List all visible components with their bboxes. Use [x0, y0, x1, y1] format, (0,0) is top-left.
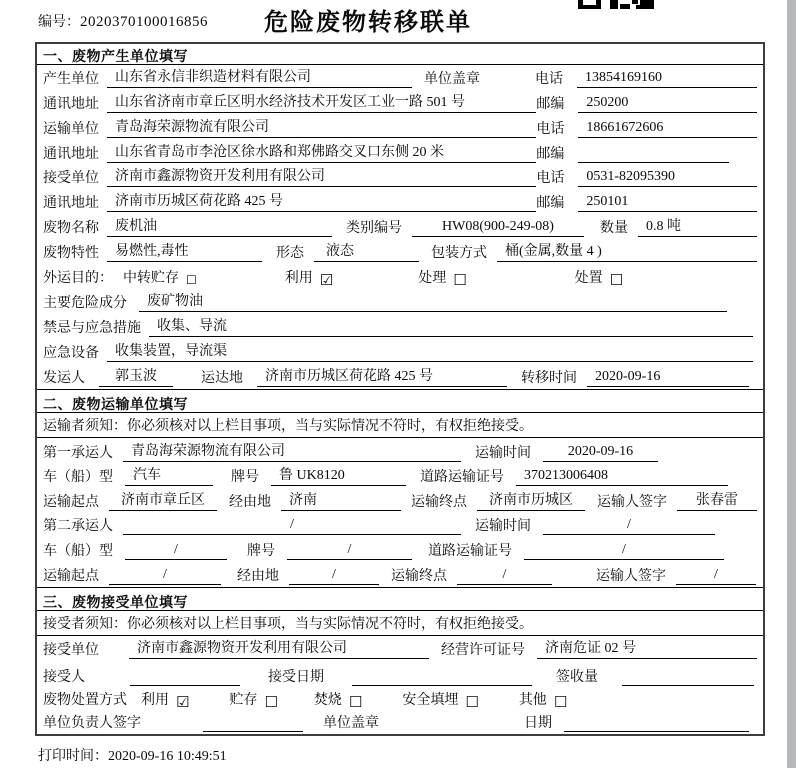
purpose-transit-checkbox: ☐ [186, 273, 197, 288]
date-label: 日期 [524, 716, 552, 732]
transport-time-label: 运输时间 [475, 445, 531, 461]
transporter-unit-label: 运输单位 [43, 121, 99, 137]
transporter-notice: 运输者须知：你必须核对以上栏目事项，当与实际情况不符时，有权拒绝接受。 [37, 413, 763, 438]
shipper-value: 郭玉波 [99, 365, 173, 387]
unit-seal-label: 单位盖章 [323, 716, 379, 732]
unit-seal-label: 单位盖章 [424, 71, 480, 87]
vehicle-type1-row [37, 464, 763, 489]
transfer-time-label: 转移时间 [521, 370, 577, 386]
permit-label: 经营许可证号 [441, 643, 525, 659]
receiver-address-value: 济南市历城区荷花路 425 号 [107, 190, 536, 212]
producer-unit-row [37, 65, 763, 90]
waste-name-label: 废物名称 [43, 221, 99, 237]
receiver-notice: 接受者须知：你必须核对以上栏目事项，当与实际情况不符时，有权拒绝接受。 [37, 611, 763, 636]
address-label: 通讯地址 [43, 146, 99, 162]
disposal-option-label: 其他 [518, 693, 547, 709]
disposal-method-row [37, 688, 763, 712]
via-label: 经由地 [229, 494, 271, 510]
purpose-option-label: 利用 [284, 271, 313, 287]
emergency-equipment-row [37, 339, 763, 364]
vehicle-type1-value: 汽车 [125, 464, 213, 486]
hazard-component-value: 废矿物油 [139, 290, 727, 312]
transporter-unit-row [37, 115, 763, 140]
category-code-label: 类别编号 [346, 221, 402, 237]
accept-person-row [37, 661, 763, 688]
carrier-sign-label: 运输人签字 [596, 568, 666, 584]
hazard-component-label: 主要危险成分 [43, 295, 127, 311]
producer-unit-label: 产生单位 [43, 71, 99, 87]
transporter-zip-value [578, 146, 729, 163]
section2-header: 二、废物运输单位填写 [37, 389, 763, 413]
phone-label: 电话 [536, 121, 565, 137]
category-code-value: HW08(900-249-08) [412, 219, 584, 237]
waste-name-row [37, 214, 763, 239]
destination-value: 济南市历城区荷花路 425 号 [257, 365, 507, 387]
via1-value: 济南 [281, 489, 401, 511]
waste-character-label: 废物特性 [43, 246, 99, 262]
accept-person-label: 接受人 [43, 669, 85, 685]
sign-quantity-value [622, 669, 754, 686]
disposal-option-label: 安全填埋 [402, 693, 459, 709]
accept-unit-label: 接受单位 [43, 643, 99, 659]
end2-value: / [457, 567, 552, 585]
shipper-row [37, 364, 763, 389]
taboo-measures-label: 禁忌与应急措施 [43, 320, 141, 336]
sign-quantity-label: 签收量 [556, 669, 598, 685]
origin-label: 运输起点 [43, 494, 99, 510]
receiver-unit-row [37, 165, 763, 190]
page-title: 危险废物转移联单 [264, 9, 472, 36]
receiver-address-row [37, 189, 763, 214]
address-label: 通讯地址 [43, 196, 99, 212]
head-signature-value [203, 715, 303, 732]
carrier-sign1-value: 张春雷 [677, 489, 757, 511]
hazard-component-row [37, 289, 763, 314]
disposal-option-label: 焚烧 [313, 693, 342, 709]
emergency-equipment-value: 收集装置，导流渠 [107, 340, 753, 362]
vehicle-type2-row [37, 537, 763, 562]
purpose-treat-checkbox: ☐ [453, 271, 467, 290]
disposal-burn-checkbox: ☐ [348, 693, 363, 712]
emergency-equipment-label: 应急设备 [43, 345, 99, 361]
second-carrier-row [37, 513, 763, 538]
zip-label: 邮编 [536, 96, 565, 112]
transport-time1-value: 2020-09-16 [543, 444, 658, 462]
transporter-unit-value: 青岛海荣源物流有限公司 [107, 116, 536, 138]
plate1-value: 鲁 UK8120 [271, 464, 406, 486]
vehicle-type-label: 车（船）型 [43, 543, 113, 559]
receiver-unit-value: 济南市鑫源物资开发利用有限公司 [107, 165, 536, 187]
producer-phone-value: 13854169160 [577, 70, 757, 88]
plate2-value: / [287, 542, 412, 560]
plate-label: 牌号 [231, 470, 259, 486]
via-label: 经由地 [237, 568, 279, 584]
form-state-label: 形态 [276, 246, 304, 262]
disposal-utilize-checkbox: ☑ [176, 693, 190, 712]
road-permit-label: 道路运输证号 [428, 543, 512, 559]
taboo-measures-value: 收集、导流 [149, 315, 753, 337]
transfer-purpose-label: 外运目的： [43, 271, 113, 287]
disposal-store-checkbox: ☐ [264, 693, 278, 712]
accept-unit-value: 济南市鑫源物资开发利用有限公司 [129, 637, 429, 659]
accept-date-label: 接受日期 [268, 669, 324, 685]
transport-time2-value: / [543, 517, 715, 535]
route1-row [37, 488, 763, 513]
print-time-label: 打印时间： [38, 749, 108, 764]
disposal-landfill-checkbox: ☐ [465, 693, 479, 712]
producer-unit-value: 山东省永信非织造材料有限公司 [107, 66, 412, 88]
purpose-option-label: 处理 [418, 271, 447, 287]
road-permit2-value: / [524, 542, 724, 560]
date-value [564, 715, 749, 732]
document-number-label: 编号： [38, 15, 80, 30]
purpose-utilize-checkbox: ☑ [319, 271, 334, 290]
address-label: 通讯地址 [43, 96, 99, 112]
end-label: 运输终点 [411, 494, 467, 510]
receiver-zip-value: 250101 [578, 194, 757, 212]
disposal-option-label: 利用 [141, 693, 169, 709]
producer-address-value: 山东省济南市章丘区明水经济技术开发区工业一路 501 号 [107, 91, 536, 113]
end-label: 运输终点 [391, 568, 447, 584]
section1-header: 一、废物产生单位填写 [37, 44, 763, 65]
head-signature-label: 单位负责人签字 [43, 716, 141, 732]
plate-label: 牌号 [247, 543, 275, 559]
origin2-value: / [109, 567, 221, 585]
waste-name-value: 废机油 [107, 215, 332, 237]
carrier-sign-label: 运输人签字 [597, 494, 667, 510]
qr-code-fragment-icon [578, 0, 656, 9]
origin1-value: 济南市章丘区 [109, 489, 217, 511]
first-carrier-value: 青岛海荣源物流有限公司 [123, 440, 461, 462]
taboo-measures-row [37, 314, 763, 339]
quantity-label: 数量 [600, 221, 628, 237]
second-carrier-value: / [123, 517, 461, 535]
packing-value: 桶(金属,数量 4 ) [497, 240, 757, 262]
via2-value: / [289, 567, 379, 585]
first-carrier-label: 第一承运人 [43, 445, 113, 461]
receiver-phone-value: 0531-82095390 [578, 169, 757, 187]
phone-label: 电话 [535, 71, 563, 87]
zip-label: 邮编 [536, 146, 565, 162]
purpose-dispose-checkbox: ☐ [609, 271, 624, 290]
receiver-unit-label: 接受单位 [43, 171, 99, 187]
packing-label: 包装方式 [431, 246, 487, 262]
vehicle-type-label: 车（船）型 [43, 470, 113, 486]
disposal-option-label: 贮存 [229, 693, 258, 709]
vehicle-type2-value: / [125, 542, 227, 560]
disposal-method-label: 废物处置方式 [43, 693, 127, 709]
origin-label: 运输起点 [43, 568, 99, 584]
page-edge-strip [787, 0, 796, 768]
transport-time-label: 运输时间 [475, 519, 531, 535]
zip-label: 邮编 [536, 196, 565, 212]
purpose-option-label: 处置 [574, 271, 603, 287]
print-time-value: 2020-09-16 10:49:51 [108, 749, 227, 764]
phone-label: 电话 [536, 171, 565, 187]
form-state-value: 液态 [314, 240, 419, 262]
permit-value: 济南危证 02 号 [537, 637, 757, 659]
disposal-other-checkbox: ☐ [553, 693, 568, 712]
head-signature-row [37, 711, 763, 734]
section3-header: 三、废物接受单位填写 [37, 587, 763, 611]
print-time [38, 745, 227, 765]
transporter-phone-value: 18661672606 [578, 120, 757, 138]
route2-row [37, 562, 763, 587]
transfer-time-value: 2020-09-16 [587, 369, 749, 387]
road-permit1-value: 370213006408 [516, 468, 728, 486]
second-carrier-label: 第二承运人 [43, 519, 113, 535]
end1-value: 济南市历城区 [477, 489, 585, 511]
accept-date-value [352, 669, 532, 686]
transporter-address-row [37, 140, 763, 165]
waste-character-value: 易燃性,毒性 [107, 240, 262, 262]
waste-character-row [37, 239, 763, 264]
producer-address-row [37, 90, 763, 115]
transporter-address-value: 山东省青岛市李沧区徐水路和郑佛路交叉口东侧 20 米 [107, 141, 536, 163]
carrier-sign2-value: / [676, 567, 756, 585]
accept-person-value [130, 669, 240, 686]
destination-label: 运达地 [201, 370, 243, 386]
producer-zip-value: 250200 [578, 95, 757, 113]
first-carrier-row [37, 438, 763, 464]
transfer-form-table [35, 42, 765, 736]
form-header [0, 0, 796, 40]
accept-unit-row [37, 636, 763, 662]
road-permit-label: 道路运输证号 [420, 470, 504, 486]
transfer-purpose-row [37, 264, 763, 289]
shipper-label: 发运人 [43, 370, 85, 386]
quantity-value: 0.8 吨 [638, 215, 757, 237]
document-number-value: 2020370100016856 [80, 14, 208, 30]
purpose-option-label: 中转贮存 [123, 271, 179, 287]
